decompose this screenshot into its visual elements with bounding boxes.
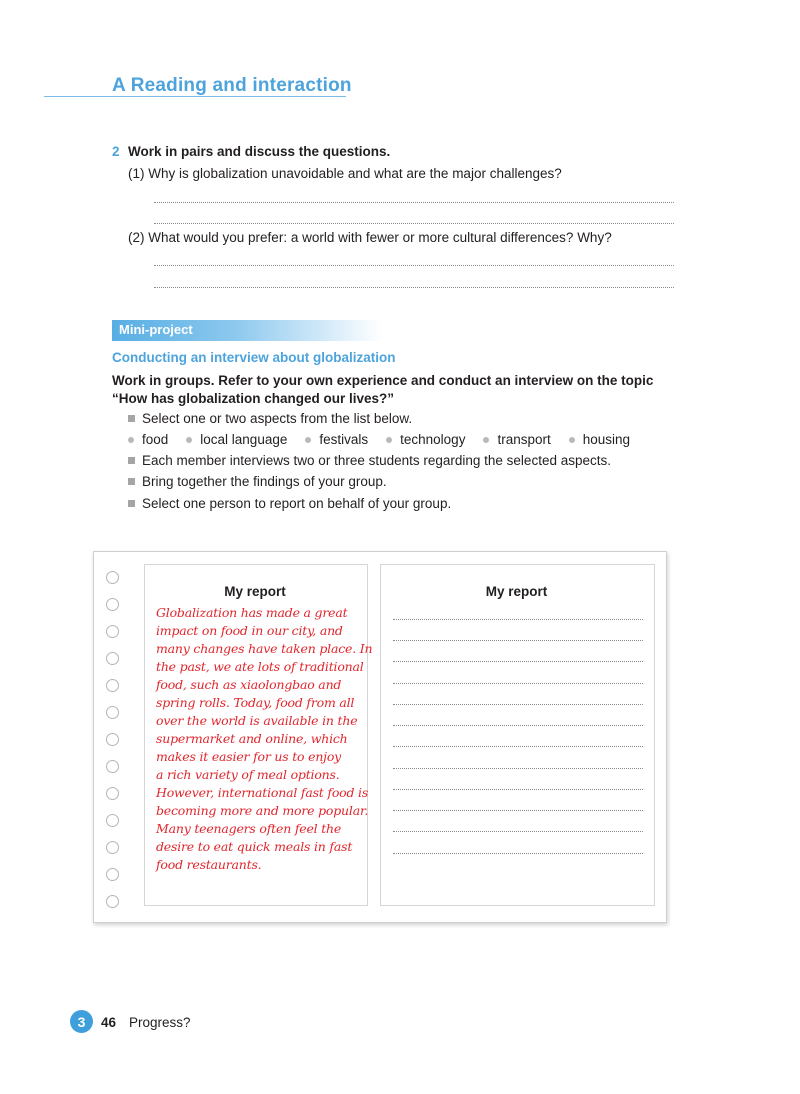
sample-report-line: becoming more and more popular. <box>156 803 369 818</box>
writing-line[interactable] <box>393 683 643 684</box>
sample-report-line: However, international fast food is <box>156 785 369 800</box>
answer-line <box>154 287 674 288</box>
sample-report-line: food restaurants. <box>156 857 262 872</box>
sample-report-line: supermarket and online, which <box>156 731 348 746</box>
dot-bullet-icon <box>305 437 311 443</box>
aspect-item: technology <box>386 432 465 447</box>
sample-report-line: the past, we ate lots of traditional <box>156 659 364 674</box>
section-rule <box>44 96 346 97</box>
sample-report-line: spring rolls. Today, food from all <box>156 695 355 710</box>
writing-line[interactable] <box>393 619 643 620</box>
sample-report-line: a rich variety of meal options. <box>156 767 340 782</box>
ring-hole-icon <box>106 598 119 611</box>
sample-report-line: Globalization has made a great <box>156 605 348 620</box>
writing-line[interactable] <box>393 789 643 790</box>
writing-line[interactable] <box>393 640 643 641</box>
step-text: Each member interviews two or three students regarding the selected aspects. <box>142 453 611 468</box>
sample-report-line: makes it easier for us to enjoy <box>156 749 342 764</box>
writing-line[interactable] <box>393 725 643 726</box>
ring-hole-icon <box>106 787 119 800</box>
step-item <box>128 453 611 468</box>
step-item <box>128 496 451 511</box>
ring-hole-icon <box>106 625 119 638</box>
aspect-item: festivals <box>305 432 368 447</box>
mini-project-instruction: Work in groups. Refer to your own experience and conduct an interview on the topic “How has globalization changed our lives?” <box>112 373 654 406</box>
aspect-list <box>128 432 648 447</box>
page-number: 46 <box>101 1015 117 1030</box>
step-text: Bring together the findings of your group. <box>142 474 387 489</box>
sample-report-line: desire to eat quick meals in fast <box>156 839 353 854</box>
question-item-1: (1) Why is globalization unavoidable and what are the major challenges? <box>128 166 562 181</box>
answer-line <box>154 202 674 203</box>
aspect-item: food <box>128 432 168 447</box>
writing-line[interactable] <box>393 746 643 747</box>
sample-report-line: over the world is available in the <box>156 713 358 728</box>
square-bullet-icon <box>128 478 135 485</box>
aspect-item: local language <box>186 432 287 447</box>
sample-report-line: food, such as xiaolongbao and <box>156 677 342 692</box>
writing-line[interactable] <box>393 831 643 832</box>
ring-hole-icon <box>106 760 119 773</box>
answer-line <box>154 223 674 224</box>
sample-report-line: many changes have taken place. In <box>156 641 373 656</box>
unit-title: Progress? <box>129 1015 191 1030</box>
dot-bullet-icon <box>128 437 134 443</box>
step-text: Select one or two aspects from the list below. <box>142 411 413 426</box>
dot-bullet-icon <box>483 437 489 443</box>
unit-badge: 3 <box>70 1010 93 1033</box>
dot-bullet-icon <box>569 437 575 443</box>
sample-report-line: impact on food in our city, and <box>156 623 343 638</box>
writing-line[interactable] <box>393 704 643 705</box>
aspect-item: housing <box>569 432 630 447</box>
ring-hole-icon <box>106 652 119 665</box>
ring-hole-icon <box>106 814 119 827</box>
writing-line[interactable] <box>393 661 643 662</box>
step-text: Select one person to report on behalf of your group. <box>142 496 452 511</box>
ring-hole-icon <box>106 868 119 881</box>
writing-line[interactable] <box>393 853 643 854</box>
square-bullet-icon <box>128 415 135 422</box>
writing-line[interactable] <box>393 768 643 769</box>
blank-report-panel <box>380 564 655 906</box>
square-bullet-icon <box>128 457 135 464</box>
question-heading: Work in pairs and discuss the questions. <box>128 144 391 159</box>
ring-hole-icon <box>106 895 119 908</box>
dot-bullet-icon <box>386 437 392 443</box>
square-bullet-icon <box>128 500 135 507</box>
question-item-2: (2) What would you prefer: a world with fewer or more cultural differences? Why? <box>128 230 612 245</box>
mini-project-subtitle: Conducting an interview about globalization <box>112 350 396 365</box>
dot-bullet-icon <box>186 437 192 443</box>
mini-project-label: Mini-project <box>119 322 193 337</box>
sample-report-title: My report <box>224 584 286 599</box>
writing-line[interactable] <box>393 810 643 811</box>
blank-report-title: My report <box>485 584 548 599</box>
section-title: A Reading and interaction <box>112 75 352 96</box>
ring-hole-icon <box>106 571 119 584</box>
sample-report-line: Many teenagers often feel the <box>156 821 342 836</box>
ring-hole-icon <box>106 706 119 719</box>
ring-hole-icon <box>106 841 119 854</box>
ring-hole-icon <box>106 679 119 692</box>
answer-line <box>154 265 674 266</box>
sample-report-text <box>156 604 373 874</box>
step-item <box>128 474 387 489</box>
question-number: 2 <box>112 144 120 159</box>
step-item <box>128 411 412 426</box>
aspect-item: transport <box>483 432 550 447</box>
ring-hole-icon <box>106 733 119 746</box>
